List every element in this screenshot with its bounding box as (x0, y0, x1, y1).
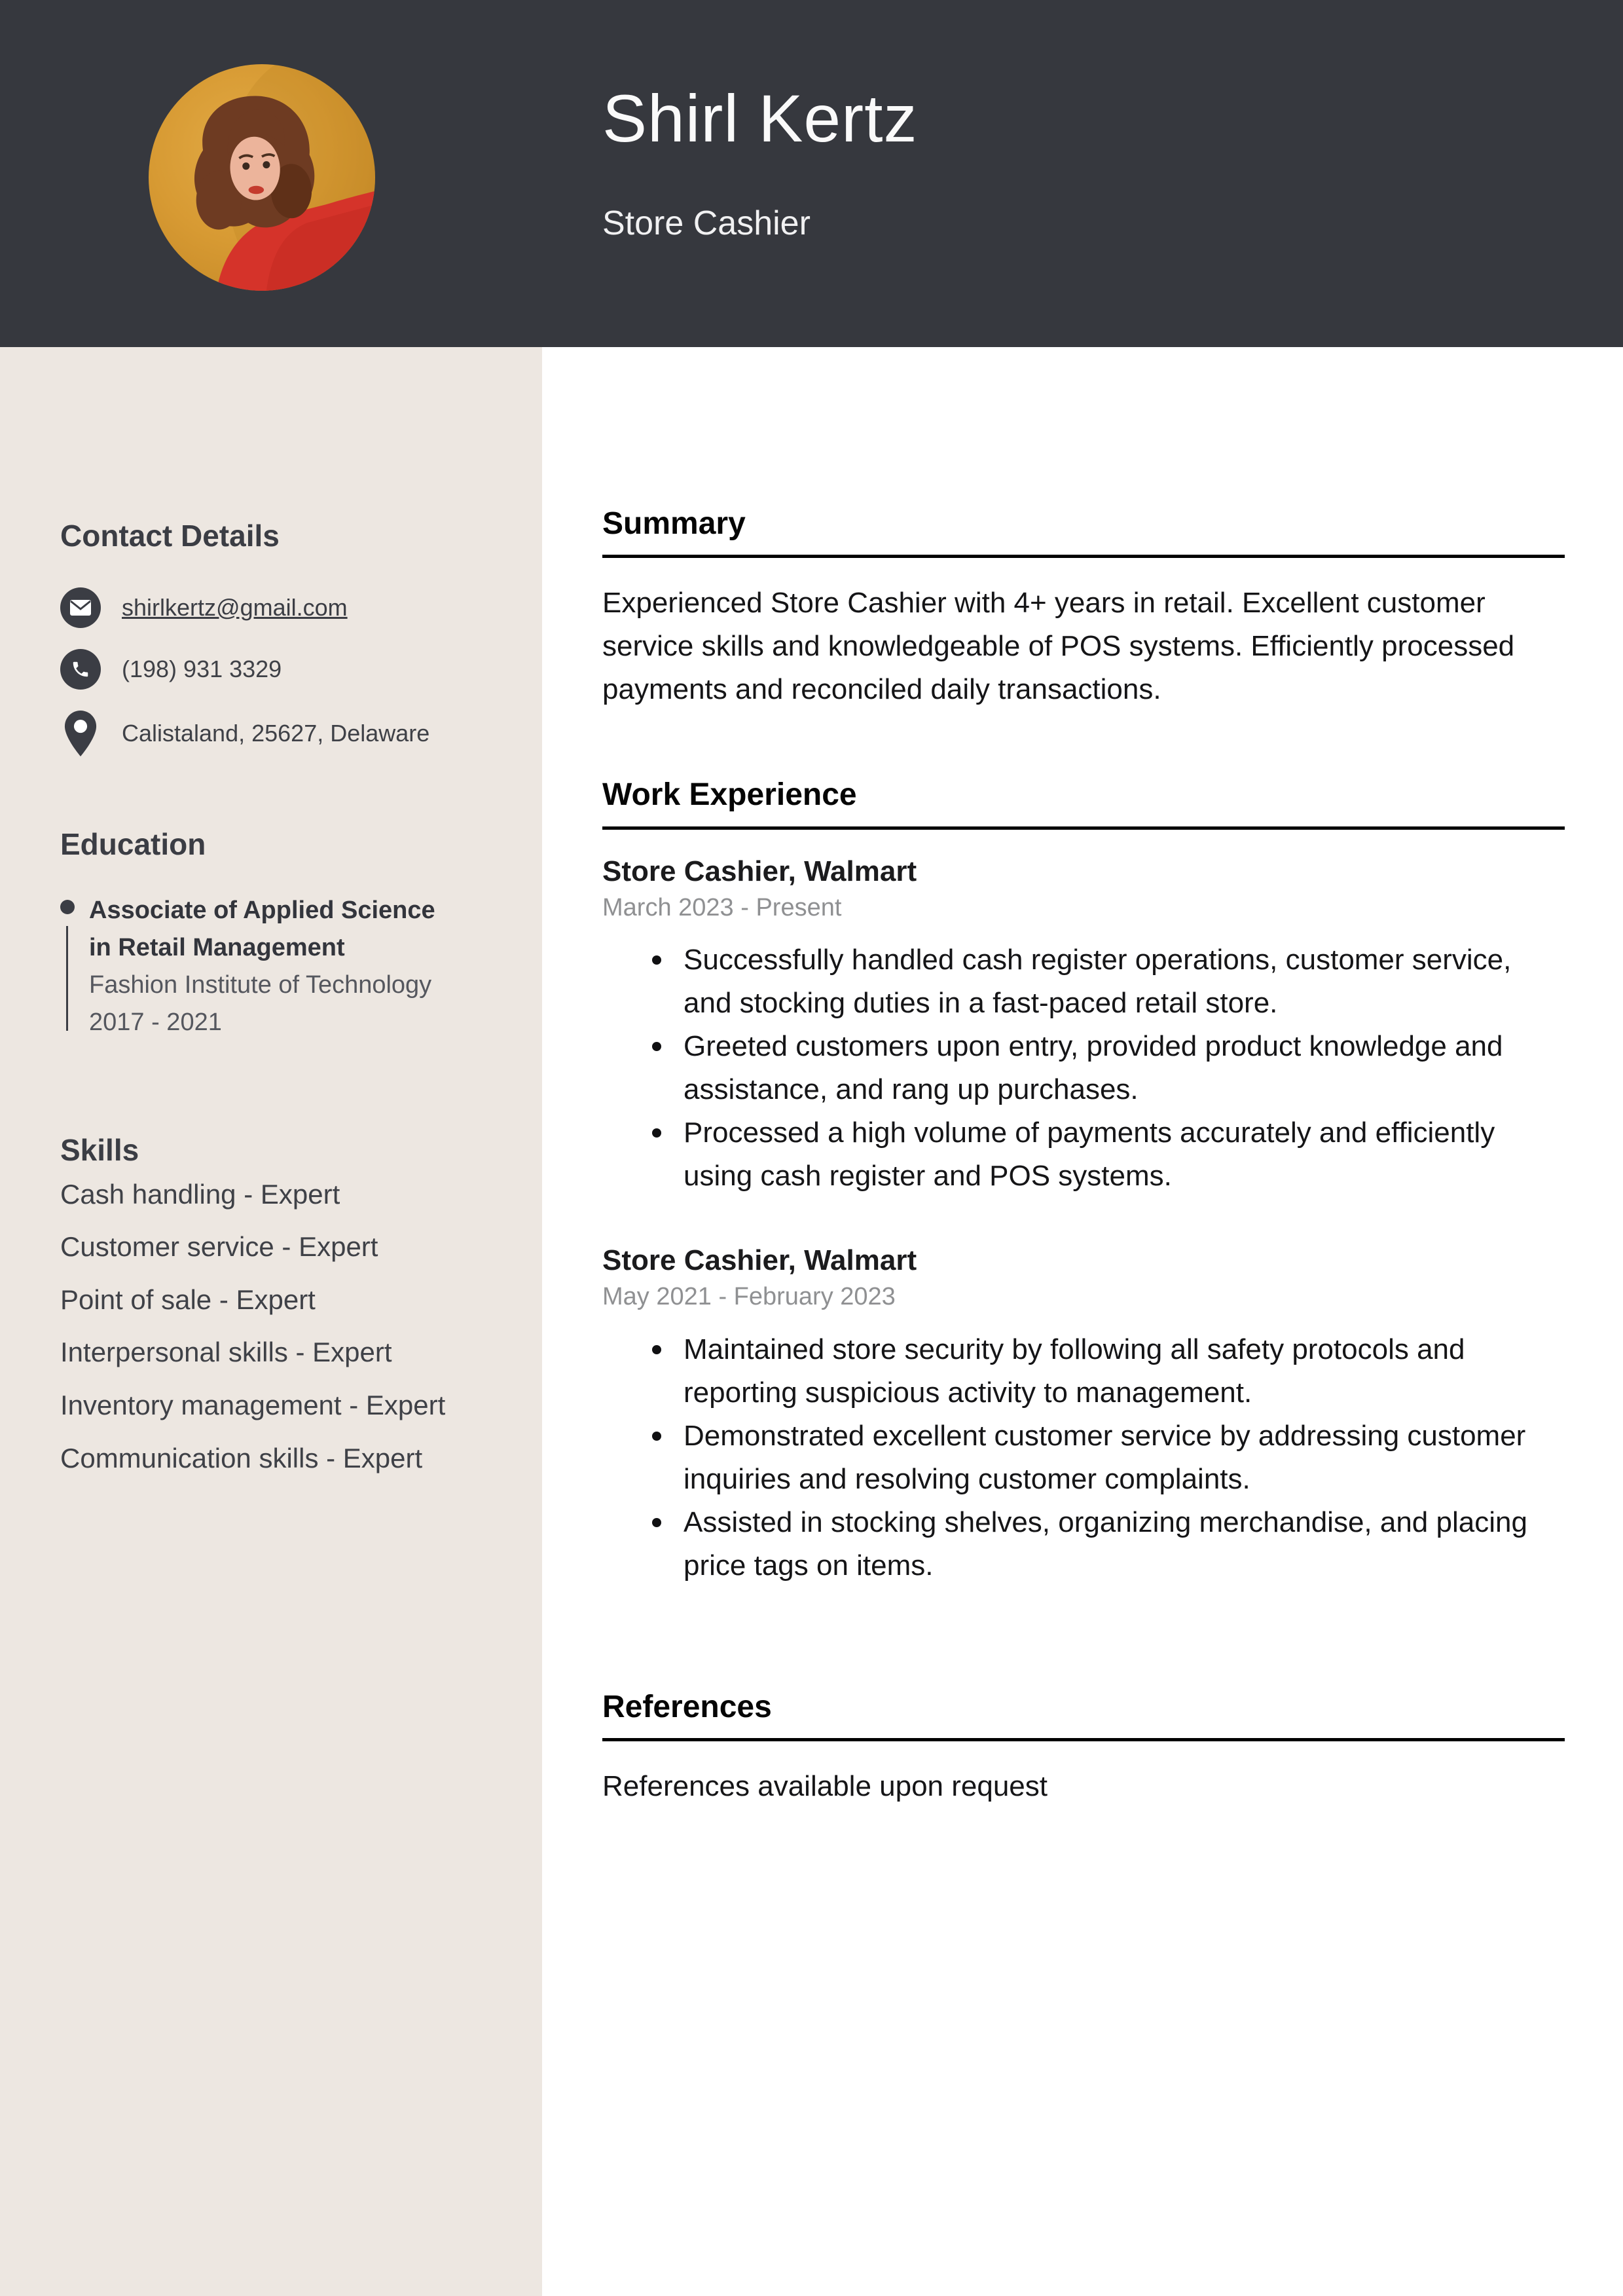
job-bullet: Successfully handled cash register operations, customer service, and stocking duties in a fast-paced retail store. (602, 938, 1565, 1025)
location-pin-icon (60, 711, 101, 756)
summary-heading: Summary (602, 508, 1565, 558)
page-title: Shirl Kertz (602, 81, 918, 156)
contact-row-email (60, 587, 479, 628)
skills-list (60, 1177, 453, 1477)
contact-row-address (60, 711, 479, 756)
profile-photo-illustration (149, 64, 375, 291)
job-bullet: Processed a high volume of payments accurately and efficiently using cash register and POS systems. (602, 1111, 1565, 1198)
phone-icon (60, 649, 101, 690)
skill-item: Customer service - Expert (60, 1231, 378, 1263)
contact-row-phone (60, 649, 479, 690)
job-entry (602, 853, 1565, 1198)
sidebar (0, 347, 542, 2296)
education-school: Fashion Institute of Technology (89, 971, 432, 999)
job-bullet-list (602, 938, 1565, 1198)
job-bullet: Demonstrated excellent customer service by addressing customer inquiries and resolving customer complaints. (602, 1415, 1565, 1501)
main-column (602, 347, 1565, 1808)
summary-text: Experienced Store Cashier with 4+ years in retail. Excellent customer service skills and knowledgeable of POS systems. Efficiently processed payments and reconciled daily transactions. (602, 587, 1515, 706)
job-list (602, 853, 1565, 1587)
job-bullet: Assisted in stocking shelves, organizing merchandise, and placing price tags on items. (602, 1501, 1565, 1587)
skill-item: Interpersonal skills - Expert (60, 1337, 392, 1368)
education-years: 2017 - 2021 (89, 1008, 222, 1036)
education-entry (60, 892, 542, 1041)
address-text: Calistaland, 25627, Delaware (122, 719, 430, 747)
references-text: References available upon request (602, 1769, 1048, 1802)
job-dates: May 2021 - February 2023 (602, 1283, 896, 1311)
education-degree: Associate of Applied Science in Retail Management (89, 896, 435, 961)
job-title: Store Cashier, Walmart (602, 855, 917, 887)
job-title: Store Cashier, Walmart (602, 1244, 917, 1277)
job-bullet-list (602, 1328, 1565, 1587)
references-heading: References (602, 1691, 1565, 1741)
skill-item: Cash handling - Expert (60, 1178, 340, 1210)
phone-number: (198) 931 3329 (122, 655, 282, 682)
skills-heading: Skills (60, 1132, 139, 1167)
timeline-dot-icon (60, 900, 75, 914)
job-bullet: Maintained store security by following all safety protocols and reporting suspicious activity to management. (602, 1328, 1565, 1415)
skill-item: Point of sale - Expert (60, 1284, 316, 1315)
job-bullet: Greeted customers upon entry, provided product knowledge and assistance, and rang up purchases. (602, 1025, 1565, 1111)
skill-item: Inventory management - Expert (60, 1390, 446, 1421)
job-entry (602, 1242, 1565, 1587)
email-icon (60, 587, 101, 628)
person-job-title: Store Cashier (602, 204, 811, 243)
education-timeline (60, 892, 89, 1041)
timeline-line (66, 926, 68, 1031)
avatar (149, 64, 375, 291)
email-link[interactable]: shirlkertz@gmail.com (122, 593, 348, 621)
job-dates: March 2023 - Present (602, 893, 842, 921)
header-text (602, 81, 918, 243)
skill-item: Communication skills - Expert (60, 1442, 423, 1473)
contact-details-heading: Contact Details (60, 519, 280, 553)
work-experience-heading: Work Experience (602, 779, 1565, 829)
education-heading: Education (60, 826, 206, 861)
